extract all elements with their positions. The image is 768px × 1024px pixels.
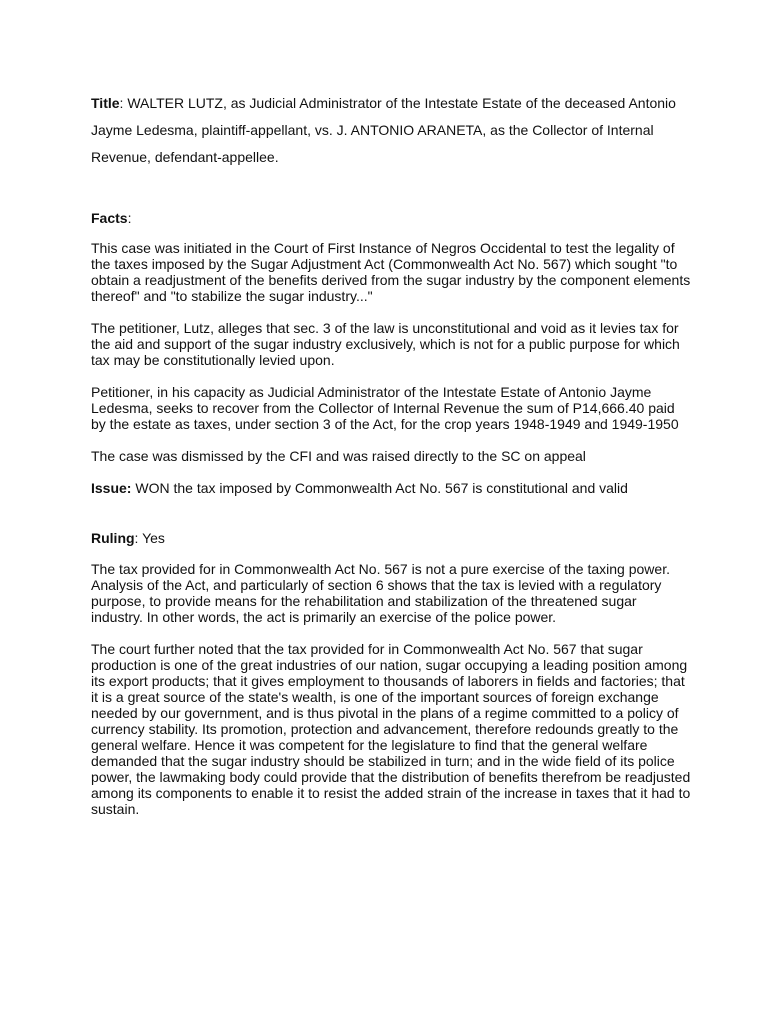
facts-separator: : (127, 210, 132, 226)
facts-paragraph-1: This case was initiated in the Court of First Instance of Negros Occidental to test the legality of the taxes imposed by the Sugar Adjustment Act (Commonwealth Act No. 567) which sought "to obtain a readjustment of the benefits derived from the sugar industry by the component elements thereof" and "to stabilize the sugar industry..." (91, 240, 691, 304)
title-label: Title (91, 95, 120, 111)
title-text: WALTER LUTZ, as Judicial Administrator of the Intestate Estate of the deceased Antonio Jayme Ledesma, plaintiff-appellant, vs. J. ANTONIO ARANETA, as the Collector of Internal Revenue, defendant-appellee. (91, 95, 676, 165)
document-page (91, 90, 691, 817)
facts-paragraph-4: The case was dismissed by the CFI and was raised directly to the SC on appeal (91, 448, 586, 464)
issue-text: WON the tax imposed by Commonwealth Act No. 567 is constitutional and valid (131, 480, 628, 496)
issue-label: Issue: (91, 480, 132, 496)
ruling-paragraph-2: The court further noted that the tax provided for in Commonwealth Act No. 567 that sugar production is one of the great industries of our nation, sugar occupying a leading position among its export products; that it gives employment to thousands of laborers in fields and factories; that it is a great source of the state's wealth, is one of the important sources of foreign exchange needed by our government, and is thus pivotal in the plans of a regime committed to a policy of currency stability. Its promotion, protection and advancement, therefore redounds greatly to the general welfare. Hence it was competent for the legislature to find that the general welfare demanded that the sugar industry should be stabilized in turn; and in the wide field of its police power, the lawmaking body could provide that the distribution of benefits therefrom be readjusted among its components to enable it to resist the added strain of the increase in taxes that it had to sustain. (91, 641, 691, 817)
facts-paragraph-2: The petitioner, Lutz, alleges that sec. 3 of the law is unconstitutional and void as it levies tax for the aid and support of the sugar industry exclusively, which is not for a public purpose for which tax may be constitutionally levied upon. (91, 320, 680, 368)
issue-line (91, 479, 691, 497)
ruling-label: Ruling (91, 530, 135, 546)
ruling-separator: : (134, 530, 143, 546)
facts-label: Facts (91, 210, 128, 226)
ruling-heading (91, 529, 691, 547)
facts-heading (91, 209, 691, 227)
ruling-paragraph-1: The tax provided for in Commonwealth Act No. 567 is not a pure exercise of the taxing power. Analysis of the Act, and particularly of section 6 shows that the tax is levied with a regulatory purpose, to provide means for the rehabilitation and stabilization of the threatened sugar industry. In other words, the act is primarily an exercise of the police power. (91, 561, 670, 625)
title-separator: : (119, 95, 128, 111)
facts-paragraph-3: Petitioner, in his capacity as Judicial Administrator of the Intestate Estate of Antonio Jayme Ledesma, seeks to recover from the Collector of Internal Revenue the sum of P14,666.40 paid by the estate as taxes, under section 3 of the Act, for the crop years 1948-1949 and 1949-1950 (91, 384, 679, 432)
ruling-answer: Yes (142, 530, 165, 546)
case-title (91, 90, 691, 171)
